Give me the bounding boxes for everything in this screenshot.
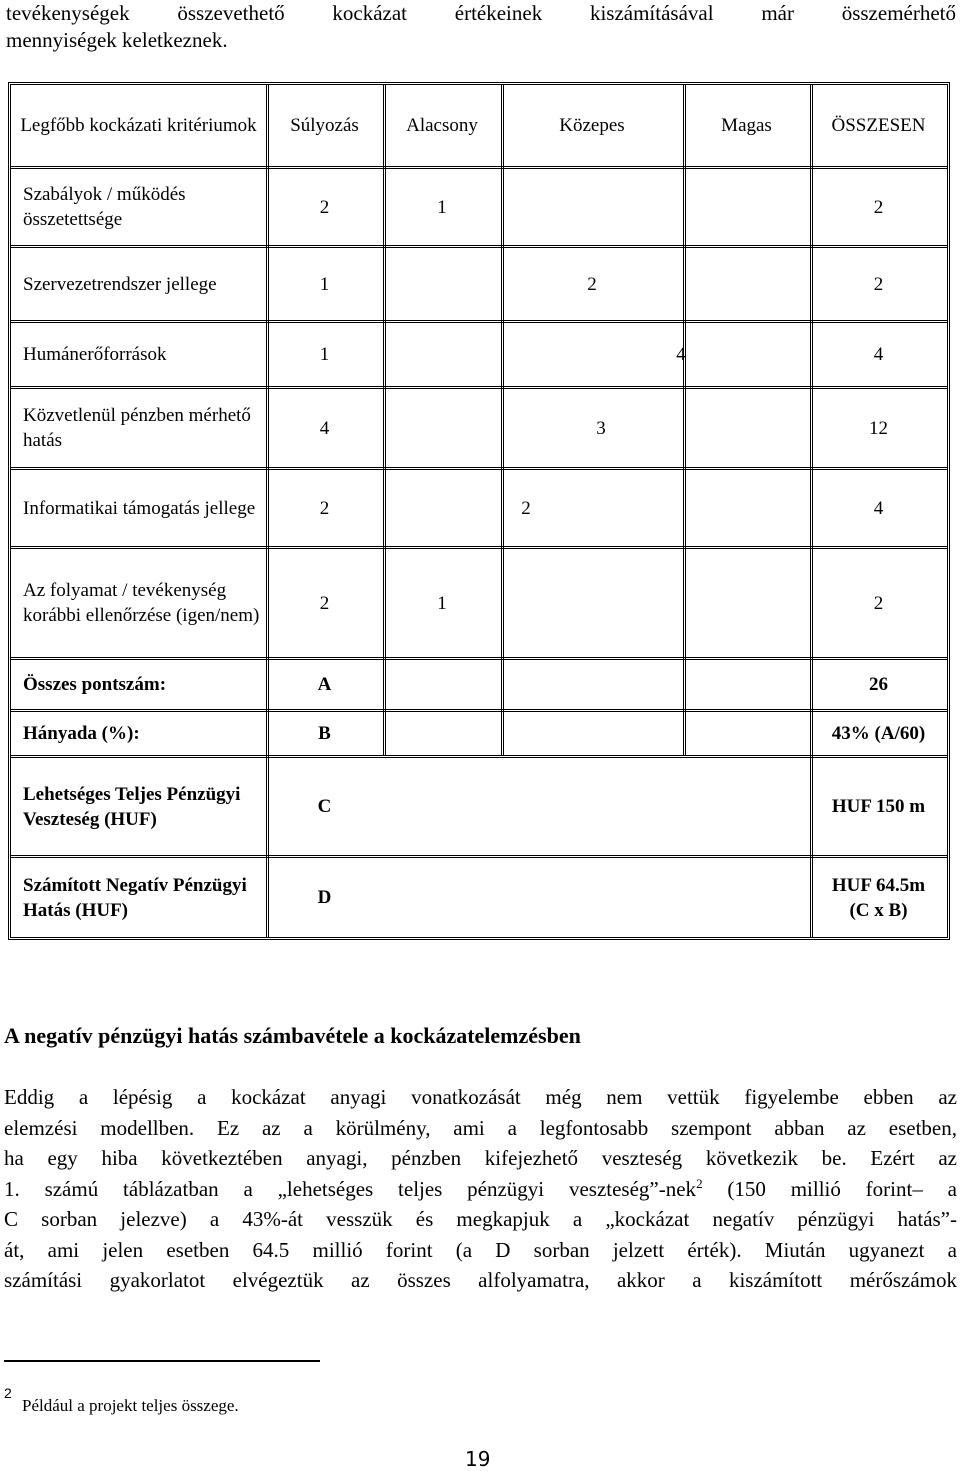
risk-assessment-table xyxy=(8,82,950,940)
weight-value: 1 xyxy=(319,273,330,295)
intro-line-2: mennyiségek keletkeznek. xyxy=(6,28,228,52)
paragraph-line: ha egy hiba következtében anyagi, pénzben kifejezhető veszteség következik be. Ezért az xyxy=(4,1146,957,1170)
summary-label: Összes pontszám: xyxy=(23,674,167,695)
footnote-text: Például a projekt teljes összege. xyxy=(22,1396,239,1415)
total-value: 2 xyxy=(873,273,884,295)
summary-value: HUF 150 m xyxy=(831,796,926,817)
footnote-separator xyxy=(4,1360,320,1362)
weight-value: 4 xyxy=(319,417,330,439)
paragraph-line: elemzési modellben. Ez az a körülmény, ami a legfontosabb szempont abban az esetben, xyxy=(4,1115,957,1140)
low-value: 1 xyxy=(437,592,447,614)
paragraph-line: át, ami jelen esetben 64.5 millió forint (a D sorban jelzett érték). Miután ugyanezt a xyxy=(4,1237,957,1262)
summary-label: Számított Negatív Pénzügyi Hatás (HUF) xyxy=(23,874,247,921)
row-label: Az folyamat / tevékenység korábbi ellenőrzése (igen/nem) xyxy=(23,580,260,626)
summary-value-line: (C x B) xyxy=(849,899,908,921)
summary-code: B xyxy=(318,723,331,744)
total-value: 12 xyxy=(869,417,888,439)
weight-value: 2 xyxy=(319,497,330,519)
footnote-reference[interactable]: 2 xyxy=(696,1175,703,1191)
paragraph-line: C sorban jelezve) a 43%-át vesszük és megkapjuk a „kockázat negatív pénzügyi hatás”- xyxy=(4,1207,957,1231)
row-label: Humánerőforrások xyxy=(23,344,167,365)
summary-value: 43% (A/60) xyxy=(831,723,926,744)
low-value: 2 xyxy=(521,497,531,519)
body-paragraph xyxy=(4,1082,957,1296)
summary-value: 26 xyxy=(869,674,888,695)
row-label: Közvetlenül pénzben mérhető hatás xyxy=(23,405,251,451)
total-value: 2 xyxy=(873,592,884,614)
weight-value: 1 xyxy=(319,344,330,365)
summary-code: C xyxy=(317,796,332,817)
table-rule xyxy=(383,657,386,755)
summary-value xyxy=(810,858,947,937)
intro-line-1: tevékenységek összevethető kockázat értékeinek kiszámításával már összemérhető xyxy=(6,1,956,25)
page-number: 19 xyxy=(465,1447,491,1471)
header-low: Alacsony xyxy=(406,115,478,136)
section-heading: A negatív pénzügyi hatás számbavétele a kockázatelemzésben xyxy=(4,1023,581,1048)
summary-code: A xyxy=(317,674,332,695)
summary-code: D xyxy=(317,887,332,908)
paragraph-line: Eddig a lépésig a kockázat anyagi vonatkozását még nem vettük figyelembe ebben az xyxy=(4,1085,957,1109)
weight-value: 2 xyxy=(319,592,330,614)
row-label: Szabályok / működés összetettsége xyxy=(23,184,186,230)
footnote-mark: 2 xyxy=(4,1385,12,1401)
low-value: 1 xyxy=(437,196,447,218)
row-label: Szervezetrendszer jellege xyxy=(23,273,217,295)
paragraph-line: számítási gyakorlatot elvégeztük az összes alfolyamatra, akkor a kiszámított mérőszámok xyxy=(4,1268,957,1292)
paragraph-fragment: 1. számú táblázatban a „lehetséges teljes pénzügyi veszteség”-nek xyxy=(4,1176,697,1201)
total-value: 4 xyxy=(873,497,884,519)
row-label: Informatikai támogatás jellege xyxy=(23,497,256,519)
total-value: 4 xyxy=(873,344,884,365)
summary-label: Lehetséges Teljes Pénzügyi Veszteség (HUF) xyxy=(23,783,241,830)
summary-label: Hányada (%): xyxy=(23,723,140,744)
weight-value: 2 xyxy=(319,196,330,218)
paragraph-fragment: (150 millió forint– a xyxy=(702,1176,957,1201)
header-total: ÖSSZESEN xyxy=(831,115,926,136)
table-rule xyxy=(501,85,504,657)
header-medium: Közepes xyxy=(559,115,625,136)
intro-text xyxy=(6,0,956,54)
summary-value-line: HUF 64.5m xyxy=(831,874,926,896)
paragraph-line xyxy=(4,1174,957,1205)
medium-value: 3 xyxy=(596,417,606,439)
header-criteria: Legfőbb kockázati kritériumok xyxy=(20,115,257,136)
low-value: 2 xyxy=(587,273,597,295)
table-rule xyxy=(683,657,686,755)
high-value: 4 xyxy=(676,344,686,365)
header-weighting: Súlyozás xyxy=(290,115,359,136)
table-rule xyxy=(501,657,504,755)
total-value: 2 xyxy=(873,196,884,218)
header-high: Magas xyxy=(721,115,772,136)
